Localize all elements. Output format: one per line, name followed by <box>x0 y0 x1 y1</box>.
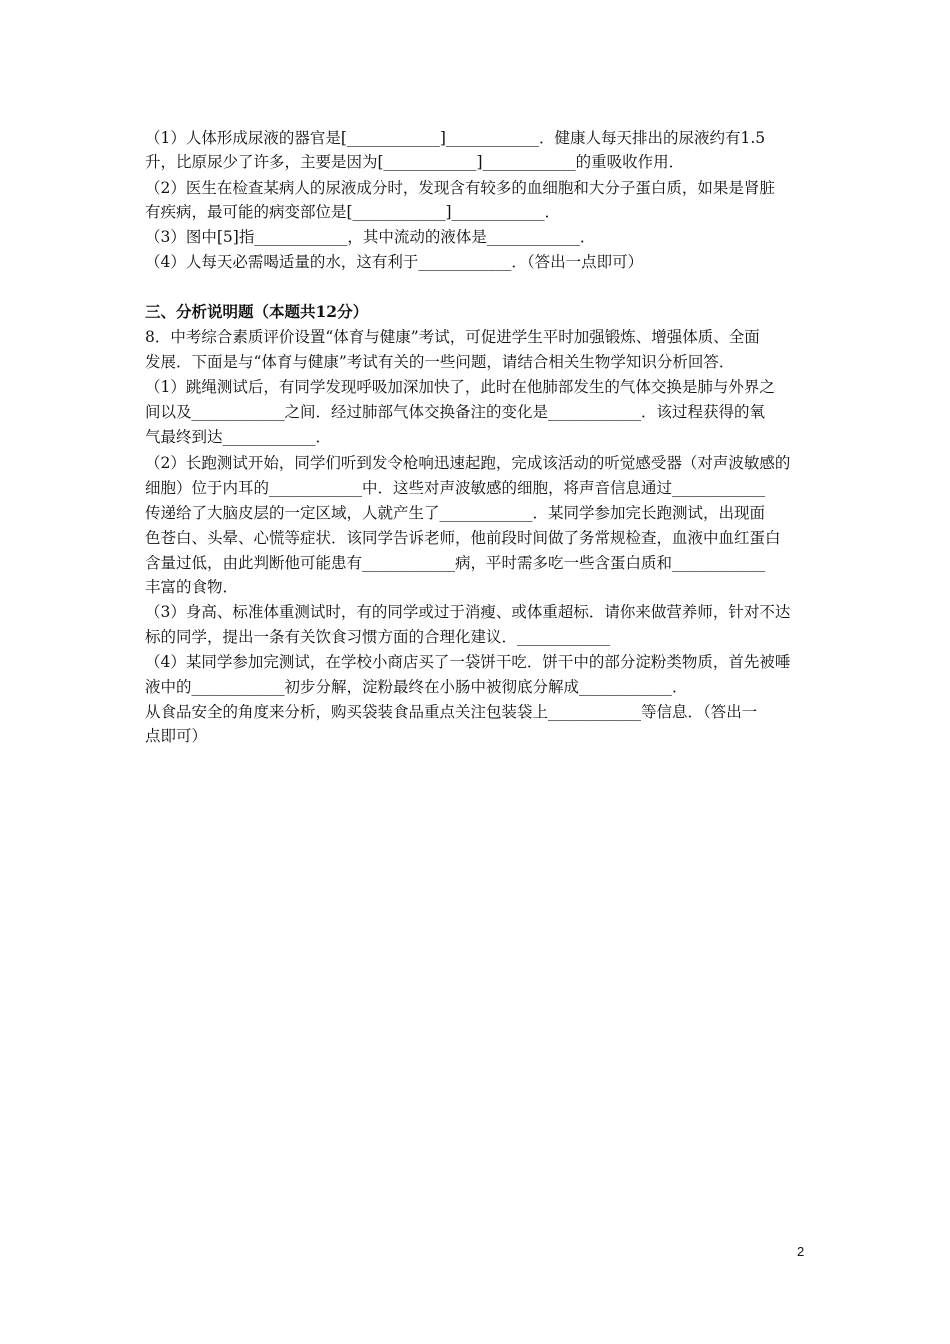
q8-part1-line3: 气最终到达____________． <box>145 428 332 446</box>
q8-part2-line1: （2）长跑测试开始，同学们听到发令枪响迅速起跑，完成该活动的听觉感受器（对声波敏感的 <box>145 454 791 472</box>
q8-part3-line2: 标的同学，提出一条有关饮食习惯方面的合理化建议．____________ <box>145 628 611 646</box>
q8-part2-line3: 传递给了大脑皮层的一定区域，人就产生了____________．某同学参加完长跑测试，出现面 <box>145 504 766 522</box>
q8-part2-line6: 丰富的食物． <box>145 578 239 596</box>
q8-part2-line2: 细胞）位于内耳的____________中．这些对声波敏感的细胞，将声音信息通过____________ <box>145 479 766 497</box>
q8-part4-line1: （4）某同学参加完测试，在学校小商店买了一袋饼干吃．饼干中的部分淀粉类物质，首先被唾 <box>145 653 791 671</box>
q7-part2-line1: （2）医生在检查某病人的尿液成分时，发现含有较多的血细胞和大分子蛋白质，如果是肾脏 <box>145 179 775 197</box>
section-three-heading: 三、分析说明题（本题共12分） <box>145 302 369 321</box>
q8-part2-line5: 含量过低，由此判断他可能患有____________病，平时需多吃一些含蛋白质和____________ <box>145 554 766 572</box>
q8-part4-line3: 从食品安全的角度来分析，购买袋装食品重点关注包装袋上____________等信息．（答出一 <box>145 703 758 721</box>
q7-part3: （3）图中[5]指____________，其中流动的液体是____________． <box>145 228 596 246</box>
q8-intro-line1: 8．中考综合素质评价设置“体育与健康”考试，可促进学生平时加强锻炼、增强体质、全面 <box>145 328 760 346</box>
q7-part1-line2: 升，比原尿少了许多，主要是因为[____________]____________的重吸收作用． <box>145 153 685 171</box>
q8-part4-line2: 液中的____________初步分解，淀粉最终在小肠中被彻底分解成____________． <box>145 678 688 696</box>
q7-part4: （4）人每天必需喝适量的水，这有利于____________．（答出一点即可） <box>145 253 644 271</box>
q8-part1-line2: 间以及____________之间．经过肺部气体交换备注的变化是____________．该过程获得的氧 <box>145 403 766 421</box>
q8-part2-line4: 色苍白、头晕、心慌等症状．该同学告诉老师，他前段时间做了务常规检查，血液中血红蛋白 <box>145 529 781 547</box>
q8-part3-line1: （3）身高、标准体重测试时，有的同学或过于消瘦、或体重超标．请你来做营养师，针对不达 <box>145 603 791 621</box>
q8-part4-line4: 点即可） <box>145 727 208 745</box>
q7-part2-line2: 有疾病，最可能的病变部位是[____________]____________． <box>145 203 561 221</box>
q8-intro-line2: 发展．下面是与“体育与健康”考试有关的一些问题，请结合相关生物学知识分析回答． <box>145 353 735 371</box>
page-number: 2 <box>797 1244 805 1259</box>
q8-part1-line1: （1）跳绳测试后，有同学发现呼吸加深加快了，此时在他肺部发生的气体交换是肺与外界之 <box>145 378 775 396</box>
q7-part1-line1: （1）人体形成尿液的器官是[____________]____________．健康人每天排出的尿液约有1.5 <box>145 129 766 147</box>
